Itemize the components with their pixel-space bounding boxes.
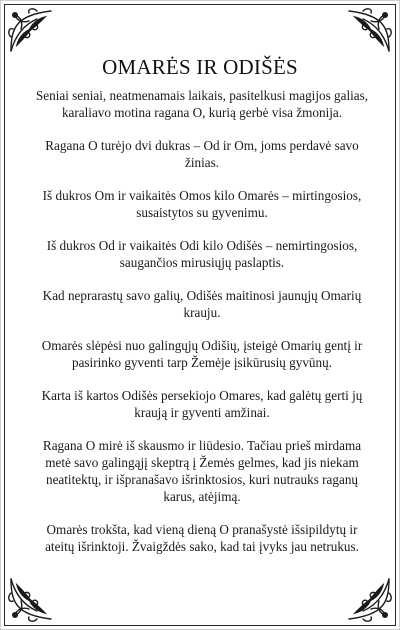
flourish-corner-icon [7,7,55,55]
paragraph: Omarės trokšta, kad vieną dieną O pranašystė išsipildytų ir ateitų išrinktoji. Žvaigždės sako, kad tai įvyks jau netrukus. [45,522,359,554]
paragraph: Ragana O turėjo dvi dukras – Od ir Om, joms perdavė savo žinias. [45,138,359,170]
paragraph: Seniai seniai, neatmenamais laikais, pasitelkusi magijos galias, karaliavo motina ragana O, kurią gerbė visa žmonija. [35,88,369,120]
paragraph: Iš dukros Om ir vaikaitės Omos kilo Omarės – mirtingosios, susaistytos su gyvenimu. [42,188,362,220]
paragraph: Kad neprarastų savo galių, Odišės maitinosi jaunųjų Omarių krauju. [42,288,362,320]
paragraph: Omarės slėpėsi nuo galingųjų Odišių, įsteigė Omarių gentį ir pasirinko gyventi tarp Žemėje įsikūrusių gyvūnų. [41,338,363,370]
flourish-corner-icon [7,575,55,623]
flourish-corner-icon [345,7,393,55]
flourish-corner-icon [345,575,393,623]
paragraph: Ragana O mirė iš skausmo ir liūdesio. Tačiau prieš mirdama metė savo galingąjį skeptrą į Žemės gelmes, kad jis niekam neatitektų, ir išpranašavo išrinktosios, kuri nutrauks raganų karus, atėjimą. [42,438,362,504]
paragraph: Iš dukros Od ir vaikaitės Odi kilo Odišės – nemirtingosios, saugančios mirusiųjų paslaptis. [46,238,358,270]
paragraph: Karta iš kartos Odišės persekiojo Omares, kad galėtų gerti jų kraują ir gyventi amžinai. [41,388,363,420]
page-title: OMARĖS IR ODIŠĖS [102,55,298,79]
story-text [35,87,369,571]
